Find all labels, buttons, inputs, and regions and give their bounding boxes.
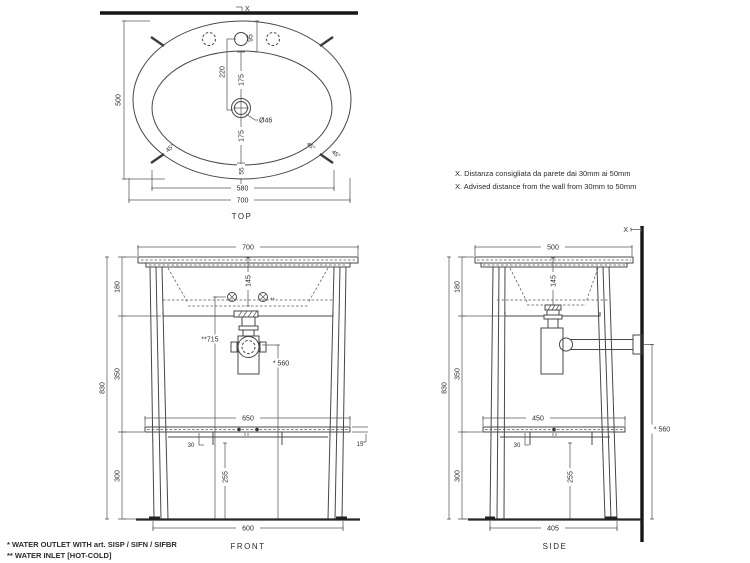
footnotes <box>7 540 177 560</box>
side-view-label: SIDE <box>542 542 568 551</box>
side-view <box>442 226 677 551</box>
dim-label-145: 145 <box>550 275 558 287</box>
inlet-mark-label: ** <box>270 298 275 304</box>
drain <box>232 99 273 125</box>
optional-tap-hole-left <box>203 33 216 46</box>
basin-apron-edge <box>163 312 333 316</box>
dim-label-30: 30 <box>187 443 195 449</box>
dim-base-depth-405 <box>490 521 617 533</box>
legs-left <box>150 267 168 519</box>
dim-outlet-height-560-side <box>644 345 676 520</box>
dim-label-55: 55 <box>238 167 246 175</box>
dim-label-350: 350 <box>114 368 122 380</box>
dim-label-560: * 560 <box>272 360 290 368</box>
note-english: X. Advised distance from the wall from 30mm to 50mm <box>455 182 637 191</box>
angle-left-label: 45° <box>165 143 177 154</box>
dim-label-450: 450 <box>532 415 544 423</box>
wall-distance-mark-side <box>623 227 641 234</box>
top-view-label: TOP <box>231 212 253 221</box>
leg-front <box>490 267 505 519</box>
drain-grate <box>234 311 258 317</box>
wall-x-label: X <box>245 6 250 13</box>
front-view-label: FRONT <box>230 542 266 551</box>
dim-label-350: 350 <box>454 368 462 380</box>
drain-diameter-label: Ø46 <box>259 117 273 125</box>
dim-hole-offset-95 <box>248 21 258 52</box>
dim-label-715: **715 <box>201 336 219 344</box>
dim-label-145: 145 <box>245 275 253 287</box>
dim-label-830: 830 <box>99 382 107 394</box>
dim-label-500: 500 <box>547 244 559 252</box>
dim-label-560: * 560 <box>653 426 671 434</box>
angle-right-outer-label: 45° <box>329 149 341 160</box>
legs-right <box>328 267 346 519</box>
top-view <box>100 6 358 221</box>
foot-back <box>605 517 617 521</box>
dim-label-830: 830 <box>441 382 449 394</box>
siphon-front <box>231 317 266 374</box>
wall-distance-notes <box>455 169 636 191</box>
dim-label-95: 95 <box>247 34 255 42</box>
dim-label-700: 700 <box>236 197 249 205</box>
foot-right <box>336 517 347 521</box>
dim-label-500: 500 <box>115 94 123 106</box>
angle-labels <box>165 142 341 161</box>
center-axis-dims <box>237 52 246 186</box>
dim-label-600: 600 <box>242 525 254 533</box>
dim-label-175-upper: 175 <box>238 74 246 86</box>
wall-x-label: X <box>623 227 628 234</box>
shelf-front <box>145 414 368 519</box>
dim-label-30: 30 <box>513 443 521 449</box>
shelf-screw <box>552 428 556 432</box>
dim-label-300: 300 <box>114 470 122 482</box>
front-view <box>100 243 369 551</box>
optional-tap-hole-right <box>267 33 280 46</box>
dim-label-180: 180 <box>114 281 122 293</box>
dim-width-700-front <box>138 243 358 256</box>
footnote-water-outlet: * WATER OUTLET WITH art. SISP / SIFN / SIFBR <box>7 540 177 549</box>
dim-label-15: 15 <box>356 442 364 448</box>
siphon-side <box>541 305 642 374</box>
countertop-side <box>475 257 633 267</box>
dim-base-width-600 <box>153 521 343 533</box>
dim-label-180: 180 <box>454 281 462 293</box>
dim-label-650: 650 <box>242 415 254 423</box>
shelf-screw-right <box>255 428 259 432</box>
note-italian: X. Distanza consigliata da parete dai 30mm ai 50mm <box>455 169 631 178</box>
dim-hole-to-drain-220 <box>220 39 237 110</box>
tap-hole <box>235 33 248 46</box>
dim-label-700: 700 <box>242 244 254 252</box>
dim-label-255: 255 <box>567 471 575 483</box>
dim-label-300: 300 <box>454 470 462 482</box>
dim-depth-500 <box>116 21 166 179</box>
dim-label-255: 255 <box>222 471 230 483</box>
dim-label-175-lower: 175 <box>238 130 246 142</box>
basin-outer-rim <box>133 21 351 179</box>
foot-left <box>149 517 160 521</box>
dim-label-405: 405 <box>547 525 559 533</box>
dim-label-580: 580 <box>236 185 249 193</box>
leg-back <box>597 267 617 519</box>
foot-front <box>485 517 495 521</box>
angle-right-label: 45° <box>304 141 316 152</box>
water-inlet-symbol-right <box>259 293 276 305</box>
dim-label-220: 220 <box>219 66 227 78</box>
footnote-water-inlet: ** WATER INLET [HOT-COLD] <box>7 551 112 560</box>
shelf-screw-left <box>237 428 241 432</box>
left-dim-chain-side <box>442 257 505 519</box>
dim-depth-500-side <box>475 243 632 256</box>
